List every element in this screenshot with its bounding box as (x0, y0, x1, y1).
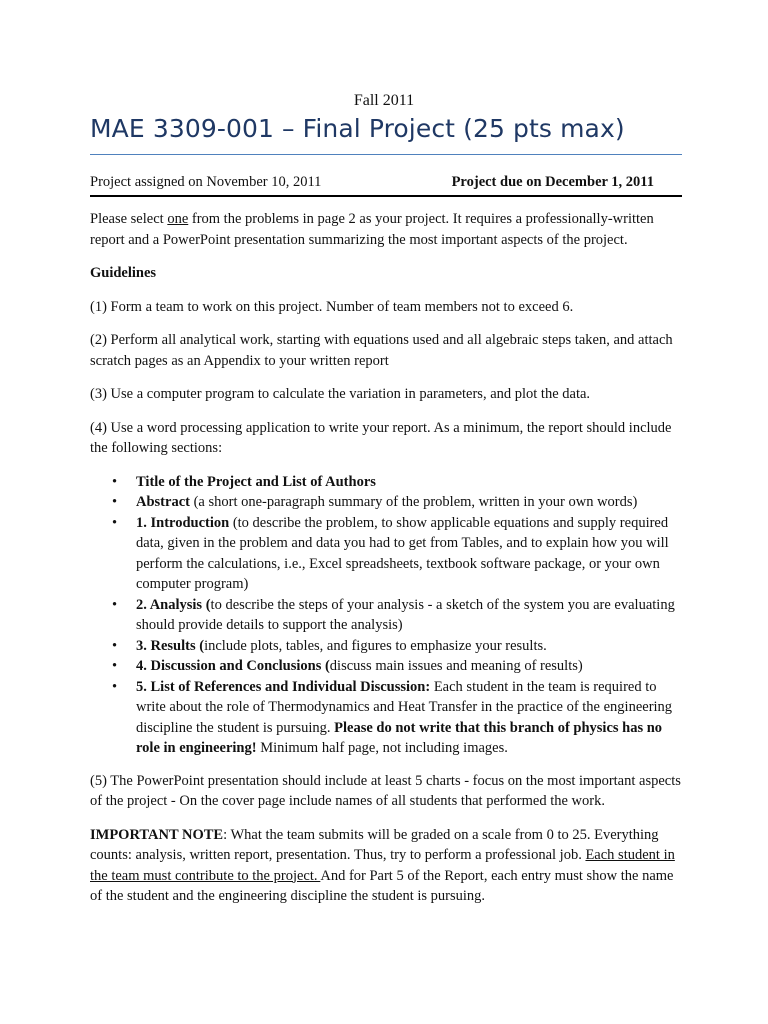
bullet-icon: • (112, 637, 118, 654)
section-text: discuss main issues and meaning of results) (329, 658, 583, 674)
list-item (90, 636, 682, 657)
report-sections-list (90, 472, 682, 759)
guideline-item-2: (2) Perform all analytical work, starting with equations used and all algebraic steps taken, and attach scratch pages as an Appendix to your written report (90, 332, 673, 369)
list-item (90, 513, 682, 595)
section-bold: Title of the Project and List of Authors (136, 473, 376, 490)
bullet-icon: • (112, 473, 118, 490)
bullet-icon: • (112, 678, 118, 695)
list-item (90, 492, 682, 513)
list-item (90, 595, 682, 636)
section5-text-end: Minimum half page, not including images. (256, 740, 508, 756)
page-title: MAE 3309-001 – Final Project (25 pts max) (90, 114, 625, 143)
bullet-icon: • (112, 658, 118, 674)
intro-pre: Please select (90, 211, 168, 227)
guideline-item-3: (3) Use a computer program to calculate the variation in parameters, and plot the data. (90, 386, 591, 402)
note-text-end: And for Part 5 of the Report, each entry must show the name of the student and the engineering discipline the student is pursuing. (90, 867, 674, 904)
term-label: Fall 2011 (353, 92, 415, 109)
guideline-item-1: (1) Form a team to work on this project. Number of team members not to exceed 6. (90, 298, 574, 315)
due-date: Project due on December 1, 2011 (451, 174, 654, 190)
intro-underlined: one (167, 211, 189, 227)
section5-text: Each student in the team is required to write about the role of Thermodynamics and Heat Transfer in the practice of the engineering discipline the student is pursuing. (136, 678, 673, 736)
intro-post: from the problems in page 2 as your project. It requires a professionally-written report and a PowerPoint presentation summarizing the most important aspects of the project. (90, 211, 654, 248)
section-text: (a short one-paragraph summary of the problem, written in your own words) (189, 494, 638, 510)
section-bold: 2. Analysis ( (136, 596, 211, 613)
bullet-icon: • (112, 596, 118, 613)
document-body (90, 209, 682, 920)
important-note (90, 825, 682, 907)
section-bold: 4. Discussion and Conclusions ( (136, 658, 330, 674)
intro-paragraph (90, 209, 682, 250)
bullet-icon: • (112, 494, 118, 510)
section5-bold-warning: Please do not write that this branch of physics has no role in engineering! (136, 719, 663, 756)
guideline-item-5: (5) The PowerPoint presentation should include at least 5 charts - focus on the most important aspects of the project - On the cover page include names of all students that performed the work. (90, 772, 681, 809)
section-text: (to describe the problem, to show applicable equations and supply required data, given in the problem and data you had to get from Tables, and to explain how you will perform the calculations, i.e., Excel spreadsheets, textbook software package, or your own computer program) (136, 514, 669, 592)
section-bold: 1. Introduction (136, 514, 230, 531)
bullet-icon: • (112, 514, 118, 531)
note-text: : What the team submits will be graded on a scale from 0 to 25. Everything counts: analysis, written report, presentation. Thus, try to perform a professional job. (90, 826, 659, 863)
note-underlined: Each student in the team must contribute to the project. (90, 847, 675, 884)
section-bold: 3. Results ( (136, 637, 205, 654)
section-text: to describe the steps of your analysis - a sketch of the system you are evaluating should provide details to support the analysis) (136, 596, 675, 633)
section5-bold: 5. List of References and Individual Discussion: (136, 678, 431, 695)
section-text: include plots, tables, and figures to emphasize your results. (204, 637, 547, 654)
date-divider (90, 195, 682, 197)
list-item (90, 656, 682, 677)
list-item (90, 472, 682, 493)
guidelines-heading: Guidelines (90, 265, 157, 281)
title-divider (90, 154, 682, 155)
guideline-item-4: (4) Use a word processing application to write your report. As a minimum, the report should include the following sections: (90, 419, 672, 456)
assigned-date: Project assigned on November 10, 2011 (90, 174, 322, 190)
note-label: IMPORTANT NOTE (90, 826, 224, 843)
section-bold: Abstract (136, 494, 190, 510)
list-item (90, 677, 682, 759)
